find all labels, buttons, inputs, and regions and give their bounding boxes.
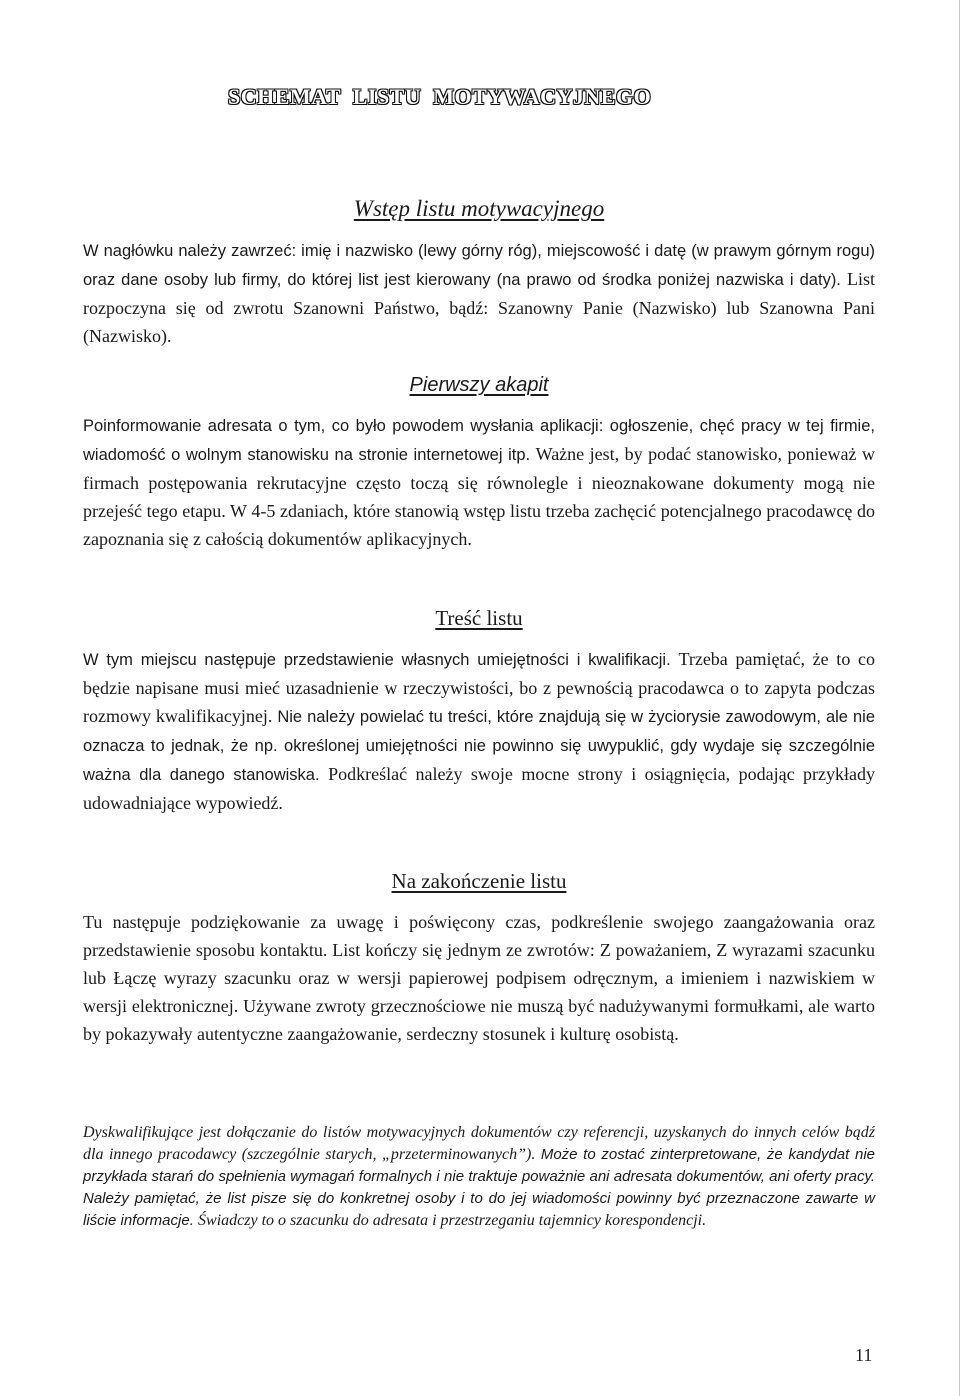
intro-text-part-1: W nagłówku należy zawrzeć: imię i nazwisko (lewy górny róg), miejscowość i datę (w prawym górnym rogu) oraz dane osoby lub firmy, do której list jest kierowany (na prawo od środka poniżej nazwiska i daty). — [83, 242, 875, 289]
section-text-ending — [83, 908, 875, 1048]
section-text-intro — [83, 236, 875, 350]
section-text-first-paragraph — [83, 411, 875, 553]
footnote — [83, 1122, 875, 1232]
section-heading-body: Treść listu — [435, 606, 523, 630]
body-text-part-2: Trzeba pamiętać, że to co będzie napisane musi mieć uzasadnienie w rzeczywistości, bo z pewnością pracodawca o to zapyta podczas rozmowy kwalifikacyjnej. — [83, 649, 875, 726]
footnote-part-1: Dyskwalifikujące jest dołączanie do listów motywacyjnych dokumentów czy referencji, uzyskanych do innych celów bądź dla innego pracodawcy (szczególnie starych, „przeterminowanych”). — [83, 1124, 875, 1163]
section-heading-ending: Na zakończenie listu — [391, 869, 567, 893]
footnote-part-3: Świadczy to o szacunku do adresata i przestrzeganiu tajemnicy korespondencji. — [198, 1212, 707, 1229]
section-text-body — [83, 645, 875, 817]
section-first-paragraph — [83, 374, 875, 553]
section-intro — [83, 196, 875, 350]
body-text-part-3: Nie należy powielać tu treści, które znajdują się w życiorysie zawodowym, ale nie oznacza to jednak, że np. określonej umiejętności nie powinno się uwypuklić, gdy wydaje się szczególnie ważna dla danego stanowiska. — [83, 708, 875, 784]
ending-text-part-1: Tu następuje podziękowanie za uwagę i poświęcony czas, podkreślenie swojego zaangażowania oraz przedstawienie sposobu kontaktu. — [83, 912, 875, 960]
section-heading-intro: Wstęp listu motywacyjnego — [353, 196, 605, 221]
first-paragraph-text-part-1: Poinformowanie adresata o tym, co było powodem wysłania aplikacji: ogłoszenie, chęć pracy w tej firmie, wiadomość o wolnym stanowisku na stronie internetowej itp. — [83, 417, 875, 464]
document-title: SCHEMAT LISTU MOTYWACYJNEGO — [228, 84, 652, 109]
page-number: 11 — [855, 1345, 873, 1365]
footnote-part-2: Może to zostać zinterpretowane, że kandydat nie przykłada starań do spełnienia wymagań formalnych i nie traktuje poważnie ani adresata dokumentów, ani oferty pracy. Należy pamiętać, że list pisze się do konkretnej osoby i to do jej wiadomości powinny być przeznaczone zawarte w liście informacje. — [83, 1146, 876, 1229]
ending-text-part-3: Używane zwroty grzecznościowe nie muszą być nadużywanymi formułkami, ale warto by pokazywały autentyczne zaangażowanie, serdeczny stosunek i kulturę osobistą. — [83, 996, 875, 1044]
section-ending — [83, 869, 875, 1048]
body-text-part-1: W tym miejscu następuje przedstawienie własnych umiejętności i kwalifikacji. — [83, 651, 679, 669]
body-text-part-4: Podkreślać należy swoje mocne strony i osiągnięcia, podając przykłady udowadniające wypowiedź. — [83, 764, 875, 813]
first-paragraph-text-part-3: W 4-5 zdaniach, które stanowią wstęp listu trzeba zachęcić potencjalnego pracodawcę do zapoznania się z całością dokumentów aplikacyjnych. — [83, 501, 875, 549]
first-paragraph-text-part-2: Ważne jest, by podać stanowisko, ponieważ w firmach postępowania rekrutacyjne często toczą się równolegle i nieoznakowane dokumenty mogą nie przejeść tego etapu. — [83, 444, 875, 521]
section-heading-first-paragraph: Pierwszy akapit — [409, 374, 549, 396]
intro-text-part-2: List rozpoczyna się od zwrotu Szanowni Państwo, bądź: Szanowny Panie (Nazwisko) lub Szanowna Pani (Nazwisko). — [83, 269, 875, 346]
section-body — [83, 606, 875, 817]
ending-text-part-2: List kończy się jednym ze zwrotów: Z poważaniem, Z wyrazami szacunku lub Łączę wyrazy szacunku oraz w wersji papierowej podpisem odręcznym, a imieniem i nazwiskiem w wersji elektronicznej. — [83, 940, 876, 1016]
